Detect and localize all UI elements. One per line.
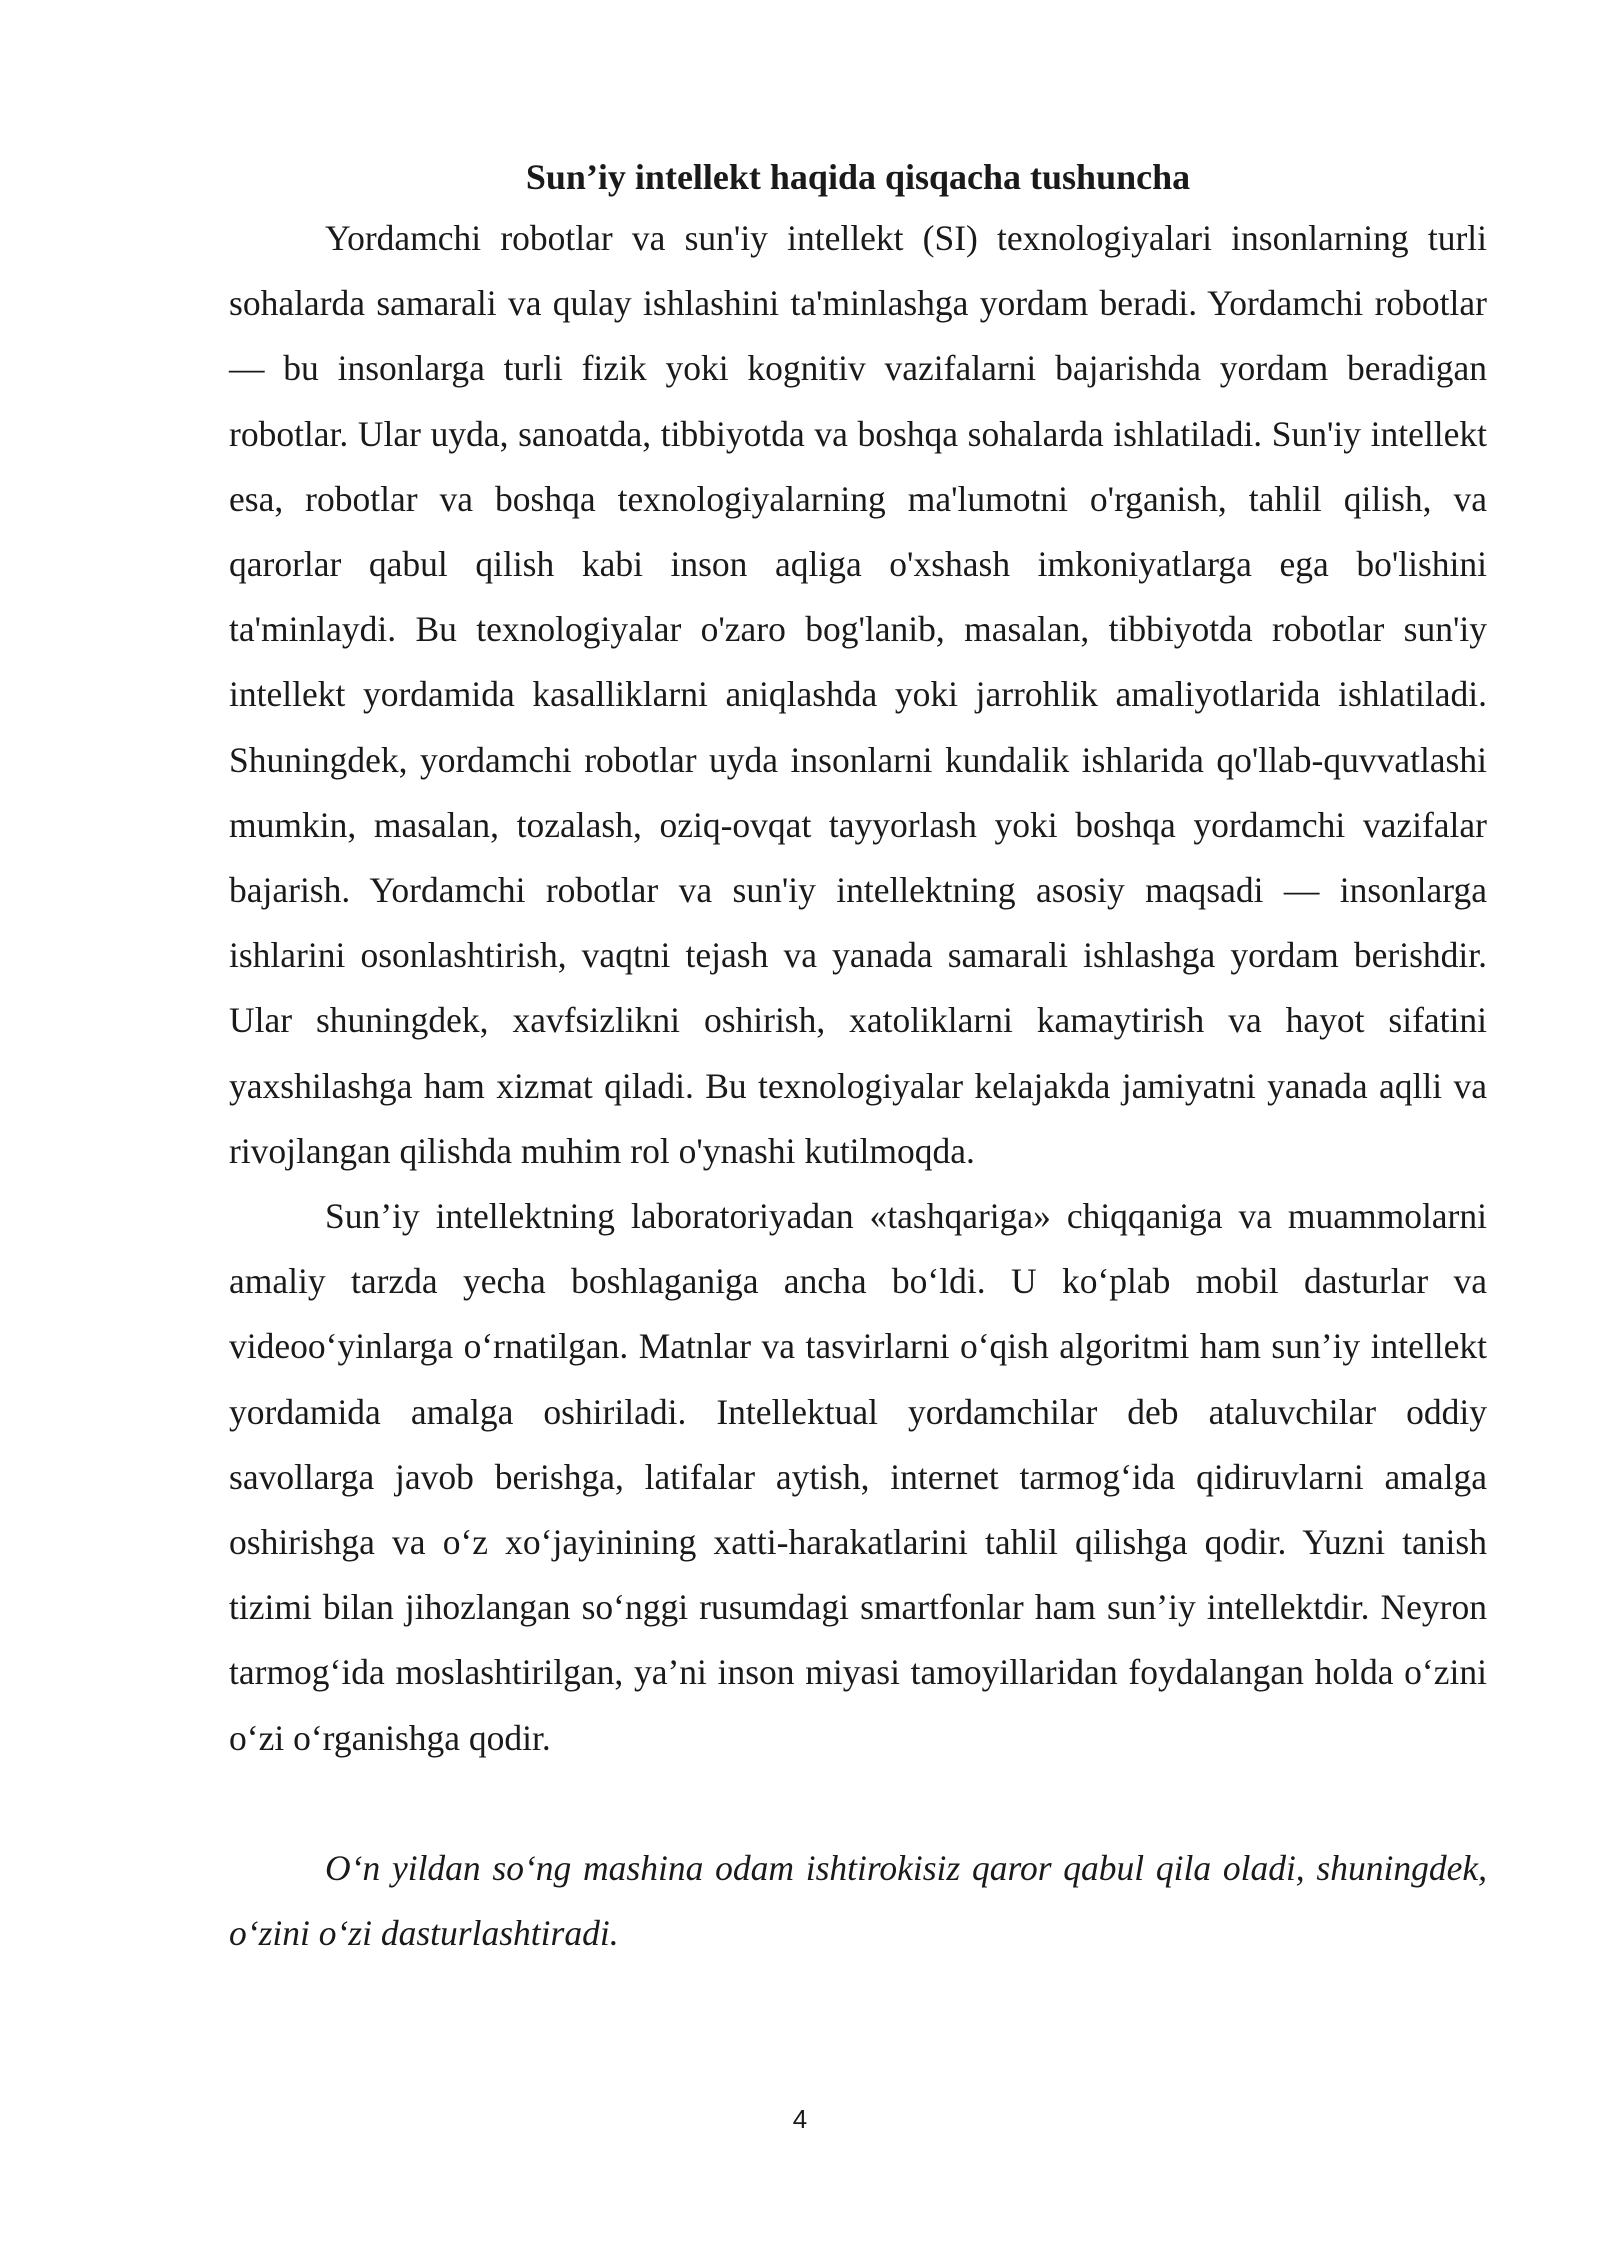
italic-quote: O‘n yildan so‘ng mashina odam ishtirokisiz qaror qabul qila oladi, shuningdek, o‘zini o‘zi dasturlashtiradi.: [229, 1847, 1487, 1954]
page-number: 4: [792, 2104, 808, 2134]
page-title: Sun’iy intellekt haqida qisqacha tushuncha: [525, 157, 1191, 197]
body-paragraph-2: Sun’iy intellektning laboratoriyadan «tashqariga» chiqqaniga va muammolarni amaliy tarzda yecha boshlaganiga ancha bo‘ldi. U ko‘plab mobil dasturlar va videoo‘yinlarga o‘rnatilgan. Matnlar va tasvirlarni o‘qish algoritmi ham sun’iy intellekt yordamida amalga oshiriladi. Intellektual yordamchilar deb ataluvchilar oddiy savollarga javob berishga, latifalar aytish, internet tarmog‘ida qidiruvlarni amalga oshirishga va o‘z xo‘jayinining xatti-harakatlarini tahlil qilishga qodir. Yuzni tanish tizimi bilan jihozlangan so‘nggi rusumdagi smartfonlar ham sun’iy intellektdir. Neyron tarmog‘ida moslashtirilgan, ya’ni inson miyasi tamoyillaridan foydalangan holda o‘zini o‘zi o‘rganishga qodir.: [229, 1196, 1487, 1758]
body-paragraph-1: Yordamchi robotlar va sun'iy intellekt (SI) texnologiyalari insonlarning turli sohalarda samarali va qulay ishlashini ta'minlashga yordam beradi. Yordamchi robotlar — bu insonlarga turli fizik yoki kognitiv vazifalarni bajarishda yordam beradigan robotlar. Ular uyda, sanoatda, tibbiyotda va boshqa sohalarda ishlatiladi. Sun'iy intellekt esa, robotlar va boshqa texnologiyalarning ma'lumotni o'rganish, tahlil qilish, va qarorlar qabul qilish kabi inson aqliga o'xshash imkoniyatlarga ega bo'lishini ta'minlaydi. Bu texnologiyalar o'zaro bog'lanib, masalan, tibbiyotda robotlar sun'iy intellekt yordamida kasalliklarni aniqlashda yoki jarrohlik amaliyotlarida ishlatiladi. Shuningdek, yordamchi robotlar uyda insonlarni kundalik ishlarida qo'llab-quvvatlashi mumkin, masalan, tozalash, oziq-ovqat tayyorlash yoki boshqa yordamchi vazifalar bajarish. Yordamchi robotlar va sun'iy intellektning asosiy maqsadi — insonlarga ishlarini osonlashtirish, vaqtni tejash va yanada samarali ishlashga yordam berishdir. Ular shuningdek, xavfsizlikni oshirish, xatoliklarni kamaytirish va hayot sifatini yaxshilashga ham xizmat qiladi. Bu texnologiyalar kelajakda jamiyatni yanada aqlli va rivojlangan qilishda muhim rol o'ynashi kutilmoqda.: [229, 218, 1487, 1171]
page-content: [229, 148, 1487, 1966]
